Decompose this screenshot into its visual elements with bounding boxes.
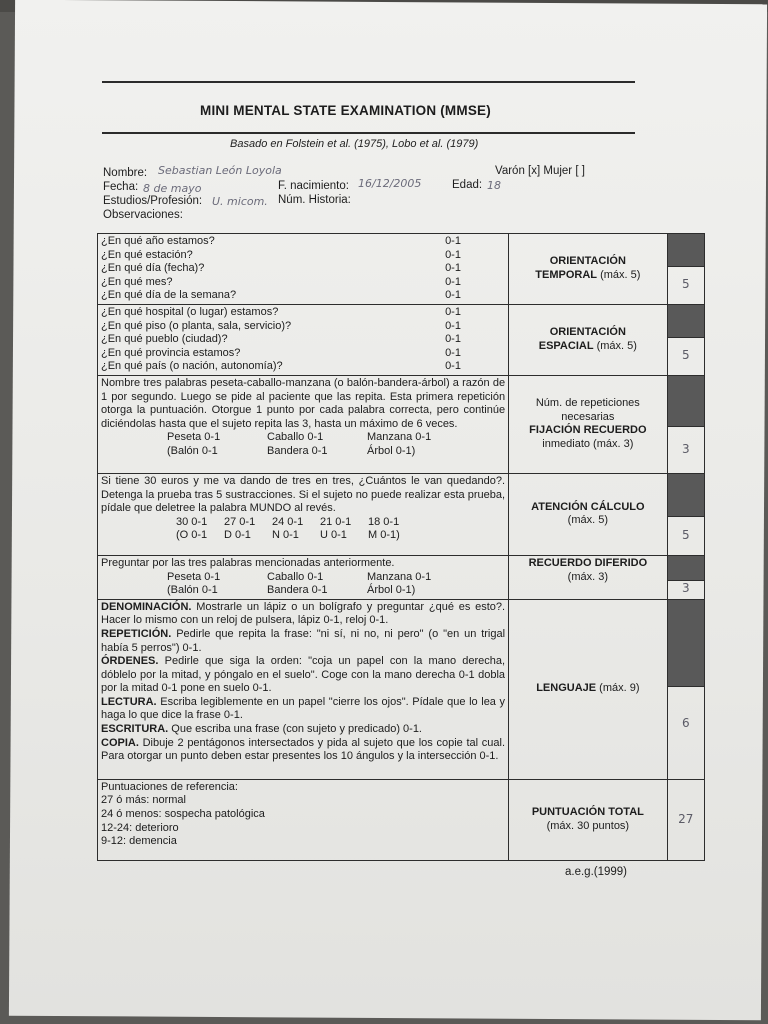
diferido-score-cell: [667, 555, 704, 599]
document-title: MINI MENTAL STATE EXAMINATION (MMSE): [200, 103, 491, 118]
letter-item: U 0-1: [320, 529, 347, 542]
fijacion-category: [509, 375, 668, 473]
category-max: (máx. 5): [596, 339, 637, 352]
question-text: ¿En qué día de la semana?: [101, 289, 237, 302]
category-max: (máx. 5): [600, 268, 641, 281]
temporal-category: [509, 234, 668, 305]
question-score: 0-1: [445, 235, 461, 247]
sexo-field: Varón [x] Mujer [ ]: [495, 165, 585, 177]
question-score: 0-1: [445, 333, 461, 346]
espacial-score-cell: [667, 304, 704, 375]
shaded-box: [668, 234, 704, 266]
title-rule: [102, 132, 635, 134]
category-title: ORIENTACIÓN: [549, 326, 626, 339]
letter-item: N 0-1: [272, 529, 299, 542]
section-total: [98, 779, 705, 860]
shaded-box: [668, 305, 704, 337]
fijacion-questions: [98, 375, 509, 473]
total-score-value: 27: [678, 811, 694, 826]
ordenes-item: [101, 655, 505, 696]
section-espacial: [98, 304, 705, 375]
reference-line: 9-12: demencia: [101, 835, 177, 848]
instruction-text: Preguntar por las tres palabras mencionadas anteriormente.: [101, 556, 395, 569]
lenguaje-category: [509, 599, 668, 779]
item-text: Que escriba una frase (con sujeto y predicado) 0-1.: [171, 723, 422, 736]
mmse-table: [97, 233, 705, 861]
word-item: Peseta 0-1: [167, 570, 221, 583]
top-rule: [102, 81, 635, 83]
question-text: ¿En qué estación?: [101, 248, 193, 261]
atencion-category: [509, 473, 668, 555]
word-item: (Balón 0-1: [167, 584, 218, 597]
atencion-score-cell: [667, 473, 704, 555]
category-max: inmediato (máx. 3): [542, 438, 634, 451]
question-row: [101, 235, 505, 249]
temporal-questions: [98, 234, 509, 305]
question-score: 0-1: [445, 289, 461, 302]
item-text: Pedirle que siga la orden: "coja un papel con la mano derecha, dóblelo por la mitad, y póngalo en el suelo". Coge con la mano derecha 0-1 dobla por la mitad 0-1 pone en suelo 0-1.: [101, 655, 506, 695]
shaded-box: [668, 556, 704, 580]
score-value: 3: [668, 580, 704, 597]
section-diferido: [98, 555, 705, 599]
letter-item: D 0-1: [224, 529, 251, 542]
diferido-questions: [98, 555, 509, 599]
category-title: ATENCIÓN CÁLCULO: [531, 500, 645, 513]
word-item: Bandera 0-1: [267, 584, 328, 597]
nacimiento-value: 16/12/2005: [358, 177, 422, 190]
reference-line: 24 ó menos: sospecha patológica: [101, 807, 265, 820]
item-text: Mostrarle un lápiz o un bolígrafo y preguntar ¿qué es esto?. Hacer lo mismo con un reloj de pulsera, lápiz 0-1, reloj 0-1.: [101, 600, 506, 627]
question-row: [101, 347, 505, 361]
item-heading: DENOMINACIÓN.: [101, 600, 192, 613]
lectura-item: [101, 696, 505, 723]
total-score-cell: [667, 779, 704, 860]
subtraction-list: [101, 516, 505, 543]
score-value: 5: [668, 337, 704, 373]
category-pre: Núm. de repeticiones necesarias: [535, 397, 640, 423]
footer-credit: a.e.g.(1999): [565, 866, 628, 878]
question-text: ¿En qué día (fecha)?: [101, 262, 205, 275]
fecha-value: 8 de mayo: [143, 182, 202, 195]
espacial-questions: [98, 304, 509, 375]
section-atencion: [98, 473, 705, 555]
question-score: 0-1: [445, 360, 461, 373]
question-row: [101, 320, 505, 334]
question-score: 0-1: [445, 248, 461, 261]
question-row: [101, 262, 505, 276]
word-item: Árbol 0-1): [367, 444, 416, 457]
observaciones-label: Observaciones:: [103, 209, 183, 221]
category-title: LENGUAJE: [536, 682, 597, 695]
question-text: ¿En qué año estamos?: [101, 235, 215, 247]
instruction-text: Si tiene 30 euros y me va dando de tres en tres, ¿Cuántos le van quedando?. Detenga la prueba tras 5 sustracciones. Si el sujeto no puede realizar esta prueba, pídale que deletree la palabra MUNDO al revés.: [101, 474, 506, 515]
section-temporal: [98, 234, 705, 305]
category-subtitle-bold: ESPACIAL: [538, 339, 594, 352]
category-max: (máx. 30 puntos): [546, 819, 630, 832]
shaded-box: [668, 474, 704, 516]
lenguaje-score-cell: [667, 599, 704, 779]
temporal-score-cell: [667, 234, 704, 305]
item-heading: COPIA.: [101, 736, 139, 749]
word-list: [101, 431, 505, 458]
category-title: ORIENTACIÓN: [549, 255, 626, 268]
question-row: [101, 276, 505, 290]
estudios-value: U. micom.: [212, 195, 268, 208]
item-heading: REPETICIÓN.: [101, 627, 172, 640]
edad-label: Edad:: [452, 179, 483, 191]
word-item: (Balón 0-1: [167, 444, 218, 457]
reference-line: 27 ó más: normal: [101, 794, 186, 807]
subtraction-item: 18 0-1: [368, 515, 400, 528]
nombre-label: Nombre:: [103, 167, 148, 179]
question-text: ¿En qué pueblo (ciudad)?: [101, 333, 228, 346]
item-text: Pedirle que repita la frase: "ni sí, ni no, ni pero" (o "en un trigal había 5 perros") 0-1.: [101, 627, 506, 654]
atencion-questions: [98, 473, 509, 555]
question-text: ¿En qué mes?: [101, 275, 173, 288]
word-item: Manzana 0-1: [367, 570, 432, 583]
repeticion-item: [101, 628, 505, 655]
fijacion-score-cell: [667, 375, 704, 473]
subtraction-item: 30 0-1: [176, 515, 208, 528]
word-item: Bandera 0-1: [267, 444, 328, 457]
edad-value: 18: [487, 179, 501, 192]
denominacion-item: [101, 601, 505, 628]
escritura-item: [101, 723, 505, 737]
total-category: [509, 779, 668, 860]
shaded-box: [668, 600, 704, 686]
document-subtitle: Basado en Folstein et al. (1975), Lobo et al. (1979): [230, 138, 479, 150]
score-value: 5: [668, 516, 704, 555]
letter-item: (O 0-1: [176, 529, 208, 542]
item-heading: ÓRDENES.: [101, 655, 159, 668]
score-value: 6: [668, 686, 704, 779]
letter-item: M 0-1): [368, 529, 400, 542]
espacial-category: [509, 304, 668, 375]
question-row: [101, 360, 505, 374]
section-lenguaje: [98, 599, 705, 779]
item-heading: LECTURA.: [101, 695, 157, 708]
subtraction-item: 24 0-1: [272, 515, 304, 528]
reference-line: 12-24: deterioro: [101, 821, 179, 834]
question-text: ¿En qué hospital (o lugar) estamos?: [101, 305, 279, 318]
word-list: [101, 571, 505, 598]
category-subtitle-bold: TEMPORAL: [535, 268, 597, 281]
word-item: Caballo 0-1: [267, 570, 324, 583]
question-score: 0-1: [445, 262, 461, 275]
total-reference: [98, 779, 509, 860]
nacimiento-label: F. nacimiento:: [278, 180, 349, 192]
question-text: ¿En qué piso (o planta, sala, servicio)?: [101, 319, 292, 332]
instruction-text: Nombre tres palabras peseta-caballo-manzana (o balón-bandera-árbol) a razón de 1 por segundo. Luego se pide al paciente que las repita. Esta primera repetición otorga la puntuación. Otorgue 1 punto por cada palabra correcta, pero continúe diciéndolas hasta que el sujeto repita las 3, hasta un máximo de 6 veces.: [101, 376, 506, 430]
word-item: Manzana 0-1: [367, 431, 432, 444]
category-title: PUNTUACIÓN TOTAL: [531, 806, 644, 819]
question-text: ¿En qué país (o nación, autonomía)?: [101, 360, 283, 373]
question-score: 0-1: [445, 275, 461, 288]
item-text: Escriba legiblemente en un papel "cierre los ojos". Pídale que lo lea y haga lo que dice la frase 0-1.: [101, 695, 506, 722]
category-title: RECUERDO DIFERIDO: [528, 556, 648, 569]
section-fijacion: [98, 375, 705, 473]
question-row: [101, 289, 505, 303]
historia-label: Núm. Historia:: [278, 194, 351, 206]
item-text: Dibuje 2 pentágonos intersectados y pida al sujeto que los copie tal cual. Para otorgar un punto deben estar presentes los 10 ángulos y la intersección 0-1.: [101, 736, 506, 763]
shaded-box: [668, 376, 704, 426]
question-row: [101, 249, 505, 263]
estudios-label: Estudios/Profesión:: [103, 195, 203, 207]
diferido-category: [509, 555, 668, 599]
reference-line: Puntuaciones de referencia:: [101, 780, 238, 793]
word-item: Árbol 0-1): [367, 584, 416, 597]
copia-item: [101, 737, 505, 764]
question-row: [101, 333, 505, 347]
question-score: 0-1: [445, 319, 461, 332]
score-value: 5: [668, 266, 704, 302]
category-max: (máx. 3): [567, 570, 609, 583]
word-item: Peseta 0-1: [167, 431, 221, 444]
subtraction-item: 21 0-1: [320, 515, 352, 528]
category-max: (máx. 5): [567, 514, 609, 527]
category-max: (máx. 9): [599, 682, 640, 695]
lenguaje-questions: [98, 599, 509, 779]
subtraction-item: 27 0-1: [224, 515, 256, 528]
fecha-label: Fecha:: [103, 181, 139, 193]
score-value: 3: [668, 426, 704, 473]
question-text: ¿En qué provincia estamos?: [101, 346, 241, 359]
item-heading: ESCRITURA.: [101, 723, 169, 736]
question-score: 0-1: [445, 346, 461, 359]
nombre-value: Sebastian León Loyola: [158, 164, 282, 177]
question-score: 0-1: [445, 305, 461, 318]
word-item: Caballo 0-1: [267, 431, 324, 444]
category-title: FIJACIÓN RECUERDO: [529, 424, 647, 437]
question-row: [101, 306, 505, 320]
